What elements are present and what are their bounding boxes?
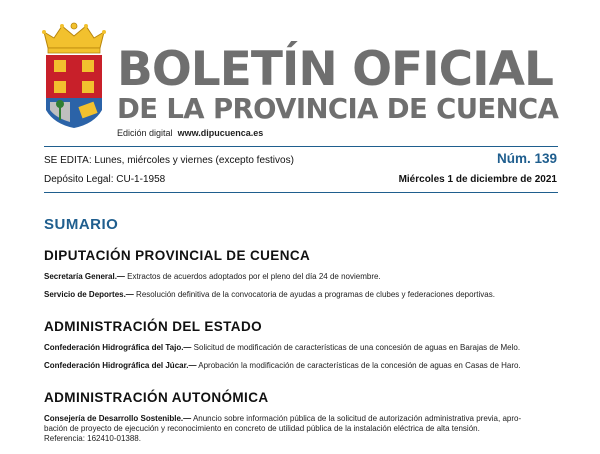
sumario-heading: SUMARIO (44, 216, 119, 233)
entry-text: Extractos de acuerdos adoptados por el pleno del día 24 de noviembre. (124, 272, 381, 281)
entry-text: Aprobación la modificación de características de la concesión de aguas en Casas de Haro. (196, 361, 521, 370)
entry-text: Resolución definitiva de la convocatoria de ayudas a programas de clubes y federaciones deportivas. (133, 290, 495, 299)
header-divider-bottom (44, 192, 558, 193)
entry-org: Confederación Hidrográfica del Júcar.— (44, 361, 197, 370)
summary-entry[interactable] (44, 414, 564, 444)
entry-text: Solicitud de modificación de características de una concesión de aguas en Barajas de Melo. (191, 343, 521, 352)
issue-number: Núm. 139 (496, 151, 557, 166)
bulletin-title: BOLETÍN OFICIAL (117, 42, 553, 97)
section-title: ADMINISTRACIÓN AUTONÓMICA (44, 390, 269, 405)
legal-deposit (44, 174, 165, 185)
coat-of-arms-icon (40, 18, 108, 130)
entry-text-reference: Referencia: 162410-01388. (44, 434, 141, 443)
edition-label: Edición digital (117, 128, 173, 138)
summary-entry[interactable] (44, 361, 564, 371)
edition-line (117, 128, 263, 138)
entry-org: Secretaría General.— (44, 272, 125, 281)
entry-text-continued: bación de proyecto de ejecución y reconocimiento en concreto de utilidad pública de la instalación eléctrica de alta tensión. (44, 424, 480, 433)
entry-org: Servicio de Deportes.— (44, 290, 134, 299)
entry-org: Consejería de Desarrollo Sostenible.— (44, 414, 192, 423)
section-title: DIPUTACIÓN PROVINCIAL DE CUENCA (44, 248, 311, 263)
se-edita-value: Lunes, miércoles y viernes (excepto festivos) (94, 155, 294, 166)
edition-url-link[interactable]: www.dipucuenca.es (177, 128, 264, 138)
section-title: ADMINISTRACIÓN DEL ESTADO (44, 319, 263, 334)
summary-entry[interactable] (44, 272, 564, 282)
entry-text: Anuncio sobre información pública de la solicitud de autorización administrativa previa, apro- (191, 414, 522, 423)
deposito-label: Depósito Legal: (44, 174, 114, 185)
summary-entry[interactable] (44, 290, 564, 300)
bulletin-subtitle: DE LA PROVINCIA DE CUENCA (117, 93, 559, 125)
summary-entry[interactable] (44, 343, 564, 353)
deposito-value: CU-1-1958 (116, 174, 166, 185)
header-divider-top (44, 146, 558, 147)
entry-org: Confederación Hidrográfica del Tajo.— (44, 343, 192, 352)
issue-date: Miércoles 1 de diciembre de 2021 (398, 174, 557, 185)
se-edita-label: SE EDITA: (44, 155, 92, 166)
publication-schedule (44, 155, 294, 166)
